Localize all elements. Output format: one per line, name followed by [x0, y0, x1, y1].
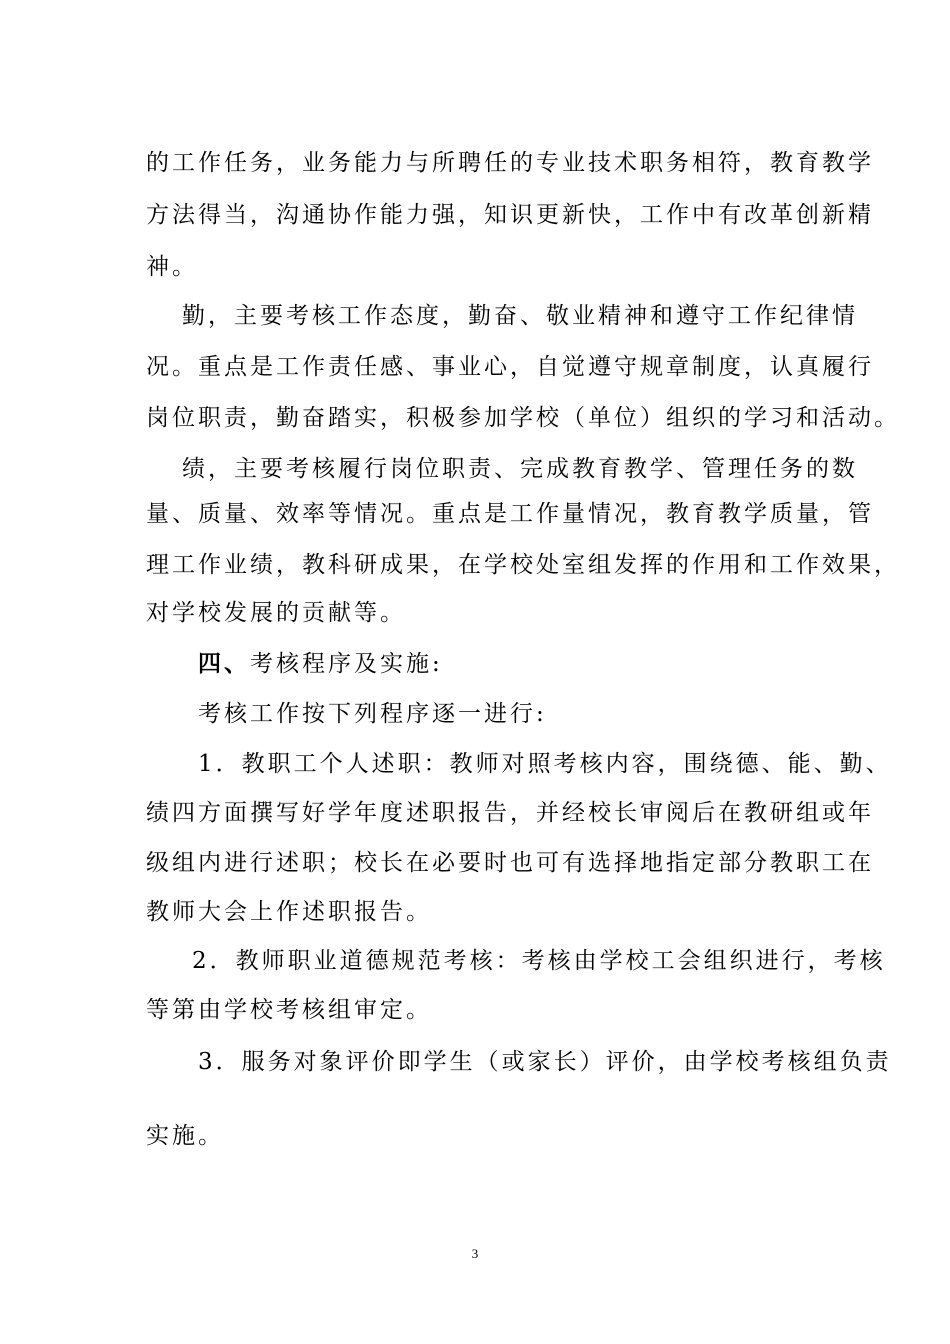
list-item-line: 3．服务对象评价即学生（或家长）评价，由学校考核组负责	[198, 1049, 892, 1075]
text-line: 况。重点是工作责任感、事业心，自觉遵守规章制度，认真履行	[146, 354, 874, 380]
text-line: 的工作任务，业务能力与所聘任的专业技术职务相符，教育教学	[146, 150, 874, 176]
list-item-line: 实施。	[146, 1123, 224, 1149]
text-line: 理工作业绩，教科研成果，在学校处室组发挥的作用和工作效果，	[146, 552, 900, 578]
text-line: 方法得当，沟通协作能力强，知识更新快，工作中有改革创新精	[146, 202, 874, 228]
list-item-line: 1．教职工个人述职：教师对照考核内容，围绕德、能、勤、	[198, 751, 892, 777]
text-line: 神。	[146, 254, 198, 280]
list-item-line: 2．教师职业道德规范考核：考核由学校工会组织进行，考核	[192, 948, 886, 974]
text-line: 考核工作按下列程序逐一进行:	[198, 701, 547, 727]
page-number: 3	[471, 1246, 479, 1261]
text-line: 勤，主要考核工作态度，勤奋、敬业精神和遵守工作纪律情	[182, 303, 858, 329]
list-item-line: 等第由学校考核组审定。	[146, 997, 432, 1023]
section-heading-text: 考核程序及实施:	[250, 651, 443, 677]
list-item-line: 教师大会上作述职报告。	[146, 899, 432, 925]
list-item-line: 级组内进行述职；校长在必要时也可有选择地指定部分教职工在	[146, 850, 874, 876]
list-item-line: 绩四方面撰写好学年度述职报告，并经校长审阅后在教研组或年	[146, 800, 874, 826]
text-line: 量、质量、效率等情况。重点是工作量情况，教育教学质量，管	[146, 501, 874, 527]
text-line: 绩，主要考核履行岗位职责、完成教育教学、管理任务的数	[182, 456, 858, 482]
text-line: 岗位职责，勤奋踏实，积极参加学校（单位）组织的学习和活动。	[146, 405, 900, 431]
section-heading	[198, 649, 443, 679]
section-heading-number: 四、	[198, 650, 250, 677]
text-line: 对学校发展的贡献等。	[146, 600, 406, 626]
